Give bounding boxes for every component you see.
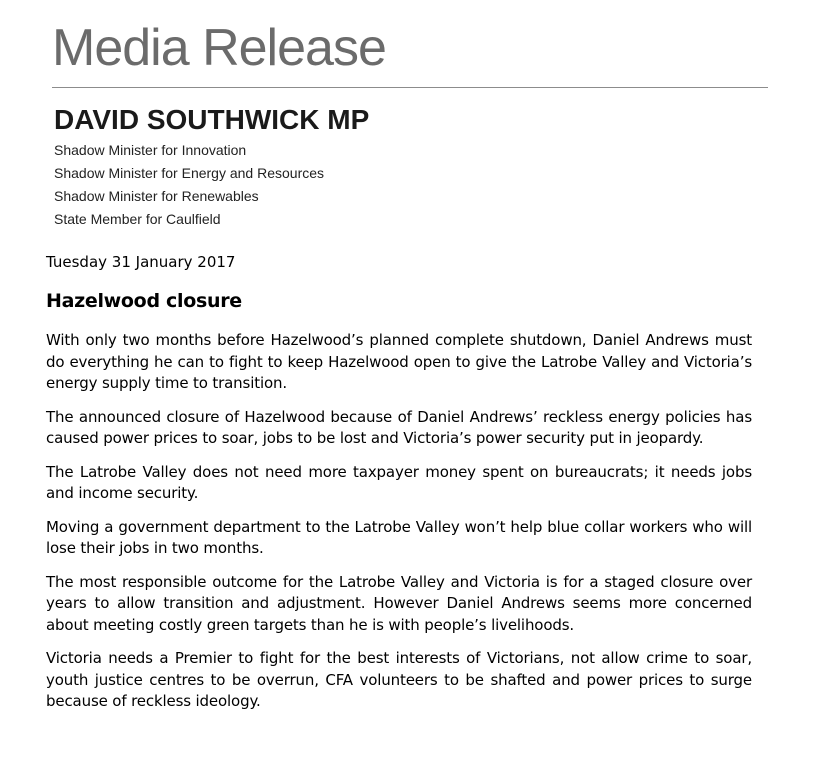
role-item: State Member for Caulfield [54,211,221,227]
header-divider [52,87,768,88]
release-body [46,330,752,725]
body-paragraph: The announced closure of Hazelwood because of Daniel Andrews’ reckless energy policies has caused power prices to soar, jobs to be lost and Victoria’s power security put in jeopardy. [46,407,752,447]
roles-list [54,139,324,231]
release-headline: Hazelwood closure [46,290,242,312]
body-paragraph: Victoria needs a Premier to fight for the best interests of Victorians, not allow crime to soar, youth justice centres to be overrun, CFA volunteers to be shafted and power prices to surge because of reckless ideology. [46,649,752,710]
body-paragraph: Moving a government department to the Latrobe Valley won’t help blue collar workers who will lose their jobs in two months. [46,517,752,557]
body-paragraph: With only two months before Hazelwood’s planned complete shutdown, Daniel Andrews must do everything he can to fight to keep Hazelwood open to give the Latrobe Valley and Victoria’s energy supply time to transition. [46,331,752,392]
body-paragraph: The most responsible outcome for the Latrobe Valley and Victoria is for a staged closure over years to allow transition and adjustment. However Daniel Andrews seems more concerned about meeting costly green targets than he is with people’s livelihoods. [46,572,752,634]
role-item: Shadow Minister for Innovation [54,142,247,158]
mp-name: DAVID SOUTHWICK MP [54,104,370,135]
masthead-title: Media Release [52,19,386,77]
release-date: Tuesday 31 January 2017 [46,253,236,271]
role-item: Shadow Minister for Renewables [54,188,259,204]
body-paragraph: The Latrobe Valley does not need more taxpayer money spent on bureaucrats; it needs jobs and income security. [46,462,752,502]
role-item: Shadow Minister for Energy and Resources [54,165,325,181]
